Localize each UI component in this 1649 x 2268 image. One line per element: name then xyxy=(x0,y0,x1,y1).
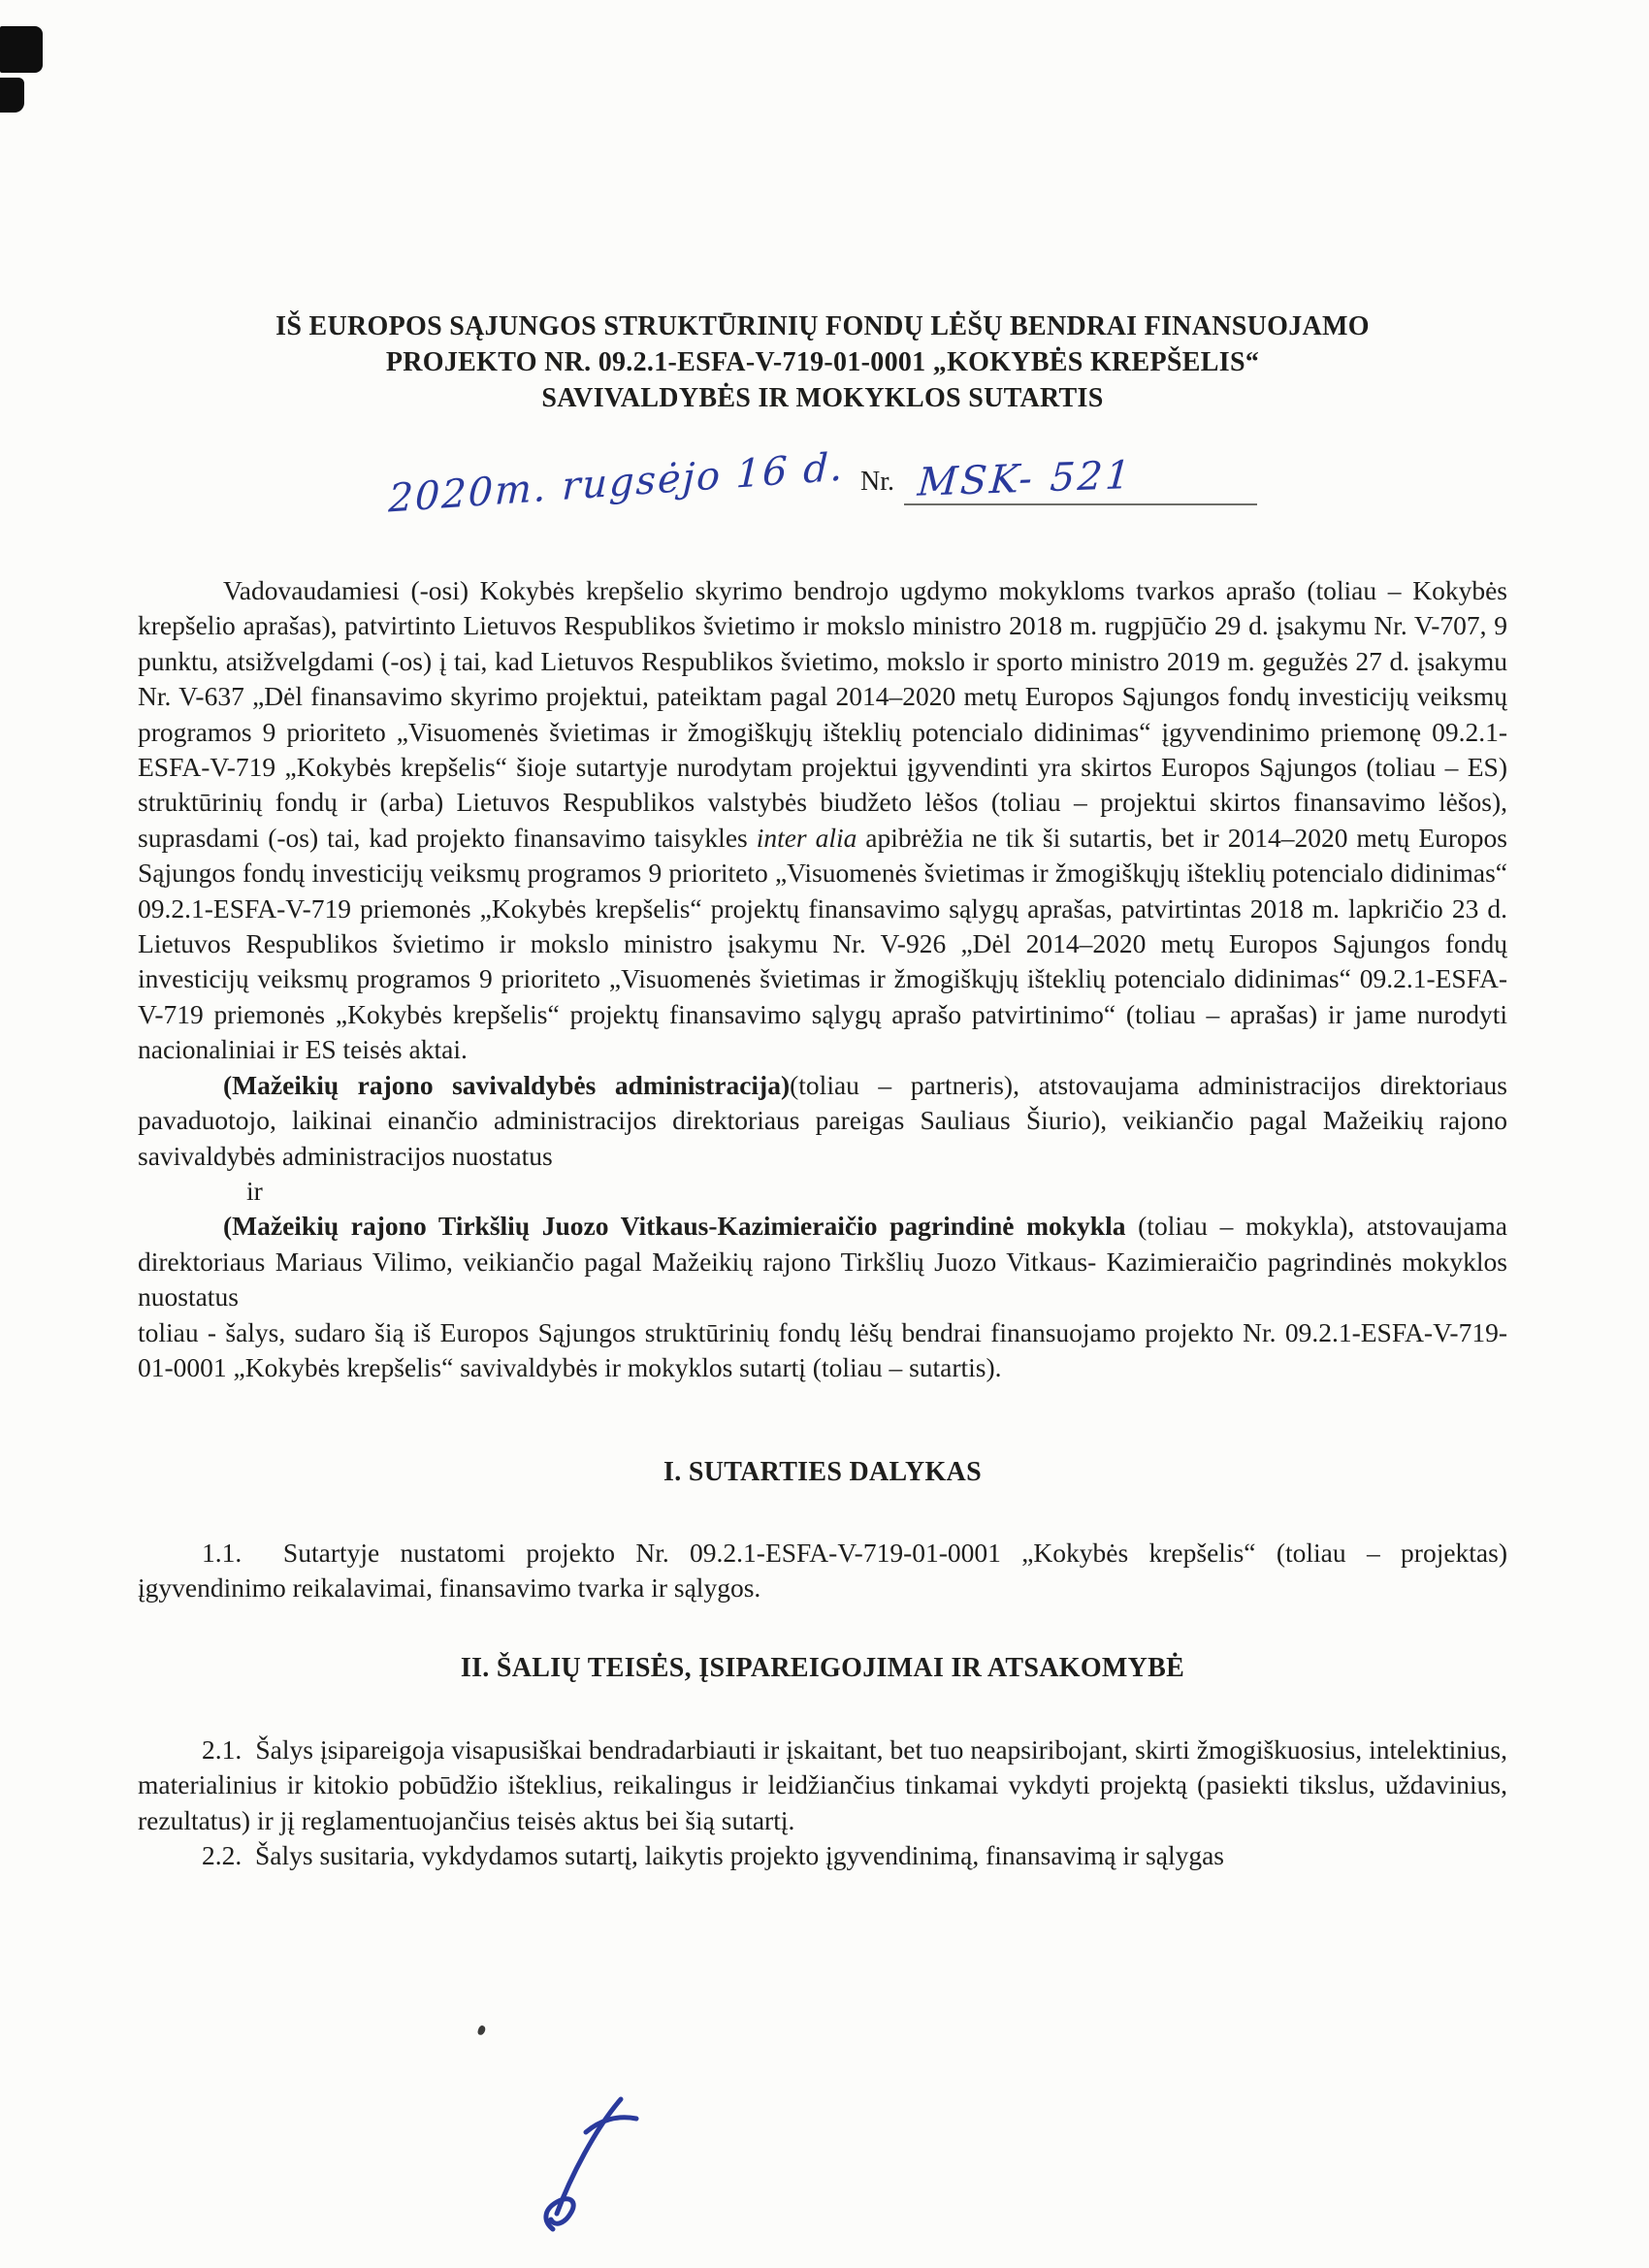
preamble-paragraph-school xyxy=(138,1209,1507,1314)
clause-1-1: 1.1. Sutartyje nustatomi projekto Nr. 09.2.1-ESFA-V-719-01-0001 „Kokybės krepšelis“ (toliau – projektas) įgyvendinimo reikalavimai, finansavimo tvarka ir sąlygos. xyxy=(138,1537,1507,1604)
clause-2-2: 2.2. Šalys susitaria, vykdydamos sutartį, laikytis projekto įgyvendinimą, finansavimą ir sąlygas xyxy=(202,1840,1225,1871)
partner-name: (Mažeikių rajono savivaldybės administracija) xyxy=(223,1069,791,1100)
scan-artifact-top-left xyxy=(0,26,43,73)
scan-speck xyxy=(477,2025,487,2036)
school-name: (Mažeikių rajono Tirkšlių Juozo Vitkaus-Kazimieraičio pagrindinė mokykla xyxy=(223,1211,1126,1242)
preamble-p1-text-end: apibrėžia ne tik ši sutartis, bet ir 2014–2020 metų Europos Sąjungos fondų investicijų veiksmų programos 9 prioriteto „Visuomenės švietimas ir žmogiškųjų išteklių potencialo didinimas“ 09.2.1-ESFA-V-719 priemonės „Kokybės krepšelis“ projektų finansavimo sąlygų aprašas, patvirtintas 2018 m. lapkričio 23 d. Lietuvos Respublikos švietimo ir mokslo ministro įsakymu Nr. V-926 „Dėl 2014–2020 metų Europos Sąjungos fondų investicijų veiksmų programos 9 prioriteto „Visuomenės švietimas ir žmogiškųjų išteklių potencialo didinimas“ 09.2.1-ESFA-V-719 priemonės „Kokybės krepšelis“ projektų finansavimo sąlygų aprašo patvirtinimo“ (toliau – aprašas) ir jame nurodyti nacionaliniai ir ES teisės aktai. xyxy=(138,822,1507,1065)
preamble-p1-latin-phrase: inter alia xyxy=(756,822,857,853)
handwritten-number: MSK- 521 xyxy=(916,452,1135,505)
number-label: Nr. xyxy=(860,467,895,497)
connector-word: ir xyxy=(246,1175,263,1206)
preamble-paragraph-closing: toliau - šalys, sudaro šią iš Europos Sąjungos struktūrinių fondų lėšų bendrai finansuojamo projekto Nr. 09.2.1-ESFA-V-719-01-0001 „Kokybės krepšelis“ savivaldybės ir mokyklos sutartį (toliau – sutartis). xyxy=(138,1316,1507,1382)
title-line-2: PROJEKTO NR. 09.2.1-ESFA-V-719-01-0001 „KOKYBĖS KREPŠELIS“ xyxy=(385,347,1260,377)
section-1-heading: I. SUTARTIES DALYKAS xyxy=(663,1457,982,1488)
school-details: (toliau – mokykla), atstovaujama direktoriaus Mariaus Vilimo, veikiančio pagal Mažeikių rajono Tirkšlių Juozo Vitkaus- Kazimieraičio pagrindinės mokyklos nuostatus xyxy=(138,1211,1507,1312)
title-line-1: IŠ EUROPOS SĄJUNGOS STRUKTŪRINIŲ FONDŲ LĖŠŲ BENDRAI FINANSUOJAMO xyxy=(275,311,1370,341)
preamble-paragraph-partner xyxy=(138,1068,1507,1174)
scan-artifact-left-edge xyxy=(0,78,24,113)
document-content xyxy=(138,0,1507,1874)
partner-details: (toliau – partneris), atstovaujama administracijos direktoriaus pavaduotojo, laikinai einančio administracijos direktoriaus pareigas Sauliaus Šiurio), veikiančio pagal Mažeikių rajono savivaldybės administracijos nuostatus xyxy=(138,1069,1507,1171)
handwritten-date: 2020m. rugsėjo 16 d. xyxy=(387,444,846,522)
signature-ink-stroke xyxy=(532,2086,648,2241)
document-title xyxy=(138,308,1507,416)
clause-2-1: 2.1. Šalys įsipareigoja visapusiškai bendradarbiauti ir įskaitant, bet tuo neapsiribojant, skirti žmogiškuosius, intelektinius, materialinius ir kitokio pobūdžio išteklius, reikalingus ir leidžiančius tinkamai vykdyti projektą (pasiekti tikslus, uždavinius, rezultatus) ir jį reglamentuojančius teisės aktus bei šią sutartį. xyxy=(138,1733,1507,1835)
document-body xyxy=(138,573,1507,1874)
section-2-heading: II. ŠALIŲ TEISĖS, ĮSIPAREIGOJIMAI IR ATSAKOMYBĖ xyxy=(460,1652,1185,1683)
preamble-paragraph-1 xyxy=(138,573,1507,1068)
date-and-number-line xyxy=(138,444,1507,527)
number-underline xyxy=(904,452,1257,505)
title-line-3: SAVIVALDYBĖS IR MOKYKLOS SUTARTIS xyxy=(541,383,1104,413)
preamble-p1-text-start: Vadovaudamiesi (-osi) Kokybės krepšelio skyrimo bendrojo ugdymo mokykloms tvarkos aprašo (toliau – Kokybės krepšelio aprašas), patvirtinto Lietuvos Respublikos švietimo ir mokslo ministro 2018 m. rugpjūčio 29 d. įsakymu Nr. V-707, 9 punktu, atsižvelgdami (-os) į tai, kad Lietuvos Respublikos švietimo, mokslo ir sporto ministro 2019 m. gegužės 27 d. įsakymu Nr. V-637 „Dėl finansavimo skyrimo projektui, pateiktam pagal 2014–2020 metų Europos Sąjungos fondų investicijų veiksmų programos 9 prioriteto „Visuomenės švietimas ir žmogiškųjų išteklių potencialo didinimas“ įgyvendinimo priemonę 09.2.1-ESFA-V-719 „Kokybės krepšelis“ šioje sutartyje nurodytam projektui įgyvendinti yra skirtos Europos Sąjungos (toliau – ES) struktūrinių fondų ir (arba) Lietuvos Respublikos valstybės biudžeto lėšos (toliau – projektui skirtos finansavimo lėšos), suprasdami (-os) tai, kad projekto finansavimo taisykles xyxy=(138,575,1507,853)
